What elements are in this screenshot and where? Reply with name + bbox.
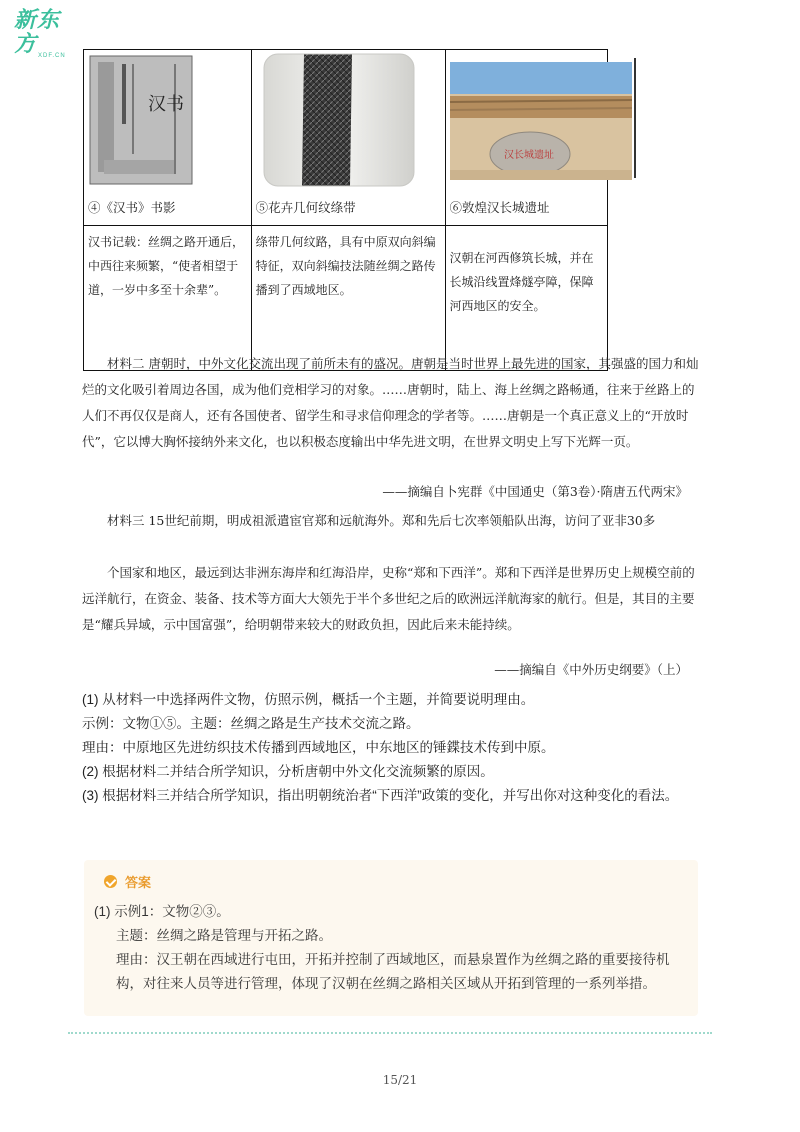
material-table bbox=[83, 49, 608, 371]
material-2-text: 材料二 唐朝时，中外文化交流出现了前所未有的盛况。唐朝是当时世界上最先进的国家，其强盛的国力和灿烂的文化吸引着周边各国，成为他们竞相学习的对象。……唐朝时，陆上、海上丝绸之路畅通，往来于丝路上的人们不再仅仅是商人，还有各国使者、留学生和寻求信仰理念的学者等。……唐朝是一个真正意义上的“开放时代”，它以博大胸怀接纳外来文化，也以积极态度输出中华先进文明，在世界文明史上写下光辉一页。 bbox=[82, 356, 699, 449]
answer-line-2: 主题：丝绸之路是管理与开拓之路。 bbox=[116, 928, 332, 943]
logo-subtext: XDF.CN bbox=[38, 53, 66, 59]
dotted-divider bbox=[68, 1032, 712, 1034]
desc-ribbon: 绦带几何纹路，具有中原双向斜编特征，双向斜编技法随丝绸之路传播到了西域地区。 bbox=[251, 226, 445, 371]
desc-book: 汉书记载：丝绸之路开通后，中西往来频繁，“使者相望于道，一岁中多至十余辈”。 bbox=[84, 226, 252, 371]
table-cell-wall bbox=[445, 50, 607, 226]
caption-ribbon: ⑤花卉几何纹绦带 bbox=[255, 200, 356, 215]
material-3-first-line: 材料三 15世纪前期，明成祖派遣宦官郑和远航海外。郑和先后七次率领船队出海，访问了亚非30多 bbox=[107, 513, 656, 528]
table-cell-book bbox=[84, 50, 252, 226]
question-1-example: 示例：文物①⑤。主题：丝绸之路是生产技术交流之路。 bbox=[82, 716, 420, 731]
answer-line-1: (1) 示例1：文物②③。 bbox=[94, 904, 230, 919]
answer-header bbox=[104, 872, 151, 891]
stone-inscription: 汉长城遗址 bbox=[503, 150, 554, 161]
answer-text bbox=[94, 900, 690, 996]
question-1-reason: 理由：中原地区先进纺织技术传播到西域地区，中东地区的锤鍱技术传到中原。 bbox=[82, 740, 555, 755]
page-number: 15/21 bbox=[382, 1073, 418, 1087]
question-2: (2) 根据材料二并结合所学知识，分析唐朝中外文化交流频繁的原因。 bbox=[82, 764, 494, 779]
check-circle-icon bbox=[104, 875, 117, 888]
question-3: (3) 根据材料三并结合所学知识，指出明朝统治者“下西洋”政策的变化，并写出你对这种变化的看法。 bbox=[82, 788, 679, 803]
caption-book: ④《汉书》书影 bbox=[88, 200, 176, 215]
answer-title: 答案 bbox=[125, 875, 152, 890]
answer-line-3: 理由：汉王朝在西域进行屯田，开拓并控制了西域地区，而悬泉置作为丝绸之路的重要接待机构，对往来人员等进行管理，体现了汉朝在丝绸之路相关区域从开拓到管理的一系列举措。 bbox=[116, 952, 670, 991]
caption-wall: ⑥敦煌汉长城遗址 bbox=[449, 200, 550, 215]
question-1: (1) 从材料一中选择两件文物，仿照示例，概括一个主题，并简要说明理由。 bbox=[82, 692, 535, 707]
table-cell-ribbon bbox=[251, 50, 445, 226]
logo-text: 新东方 bbox=[14, 7, 61, 56]
material-3-source: ——摘编自《中外历史纲要》（上） bbox=[494, 662, 688, 677]
material-2-source: ——摘编自卜宪群《中国通史（第3卷）·隋唐五代两宋》 bbox=[382, 484, 688, 499]
material-3-text: 个国家和地区，最远到达非洲东海岸和红海沿岸，史称“郑和下西洋”。郑和下西洋是世界历史上规模空前的远洋航行，在资金、装备、技术等方面大大领先于半个多世纪之后的欧洲远洋航海家的航行。但是，其目的主要是“耀兵异域，示中国富强”，给明朝带来较大的财政负担，因此后来未能持续。 bbox=[82, 565, 695, 632]
xdf-logo bbox=[14, 7, 78, 59]
answer-box bbox=[84, 860, 698, 1016]
book-title-glyph: 汉书 bbox=[148, 94, 184, 115]
desc-wall: 汉朝在河西修筑长城，并在长城沿线置烽燧亭障，保障河西地区的安全。 bbox=[445, 226, 607, 371]
